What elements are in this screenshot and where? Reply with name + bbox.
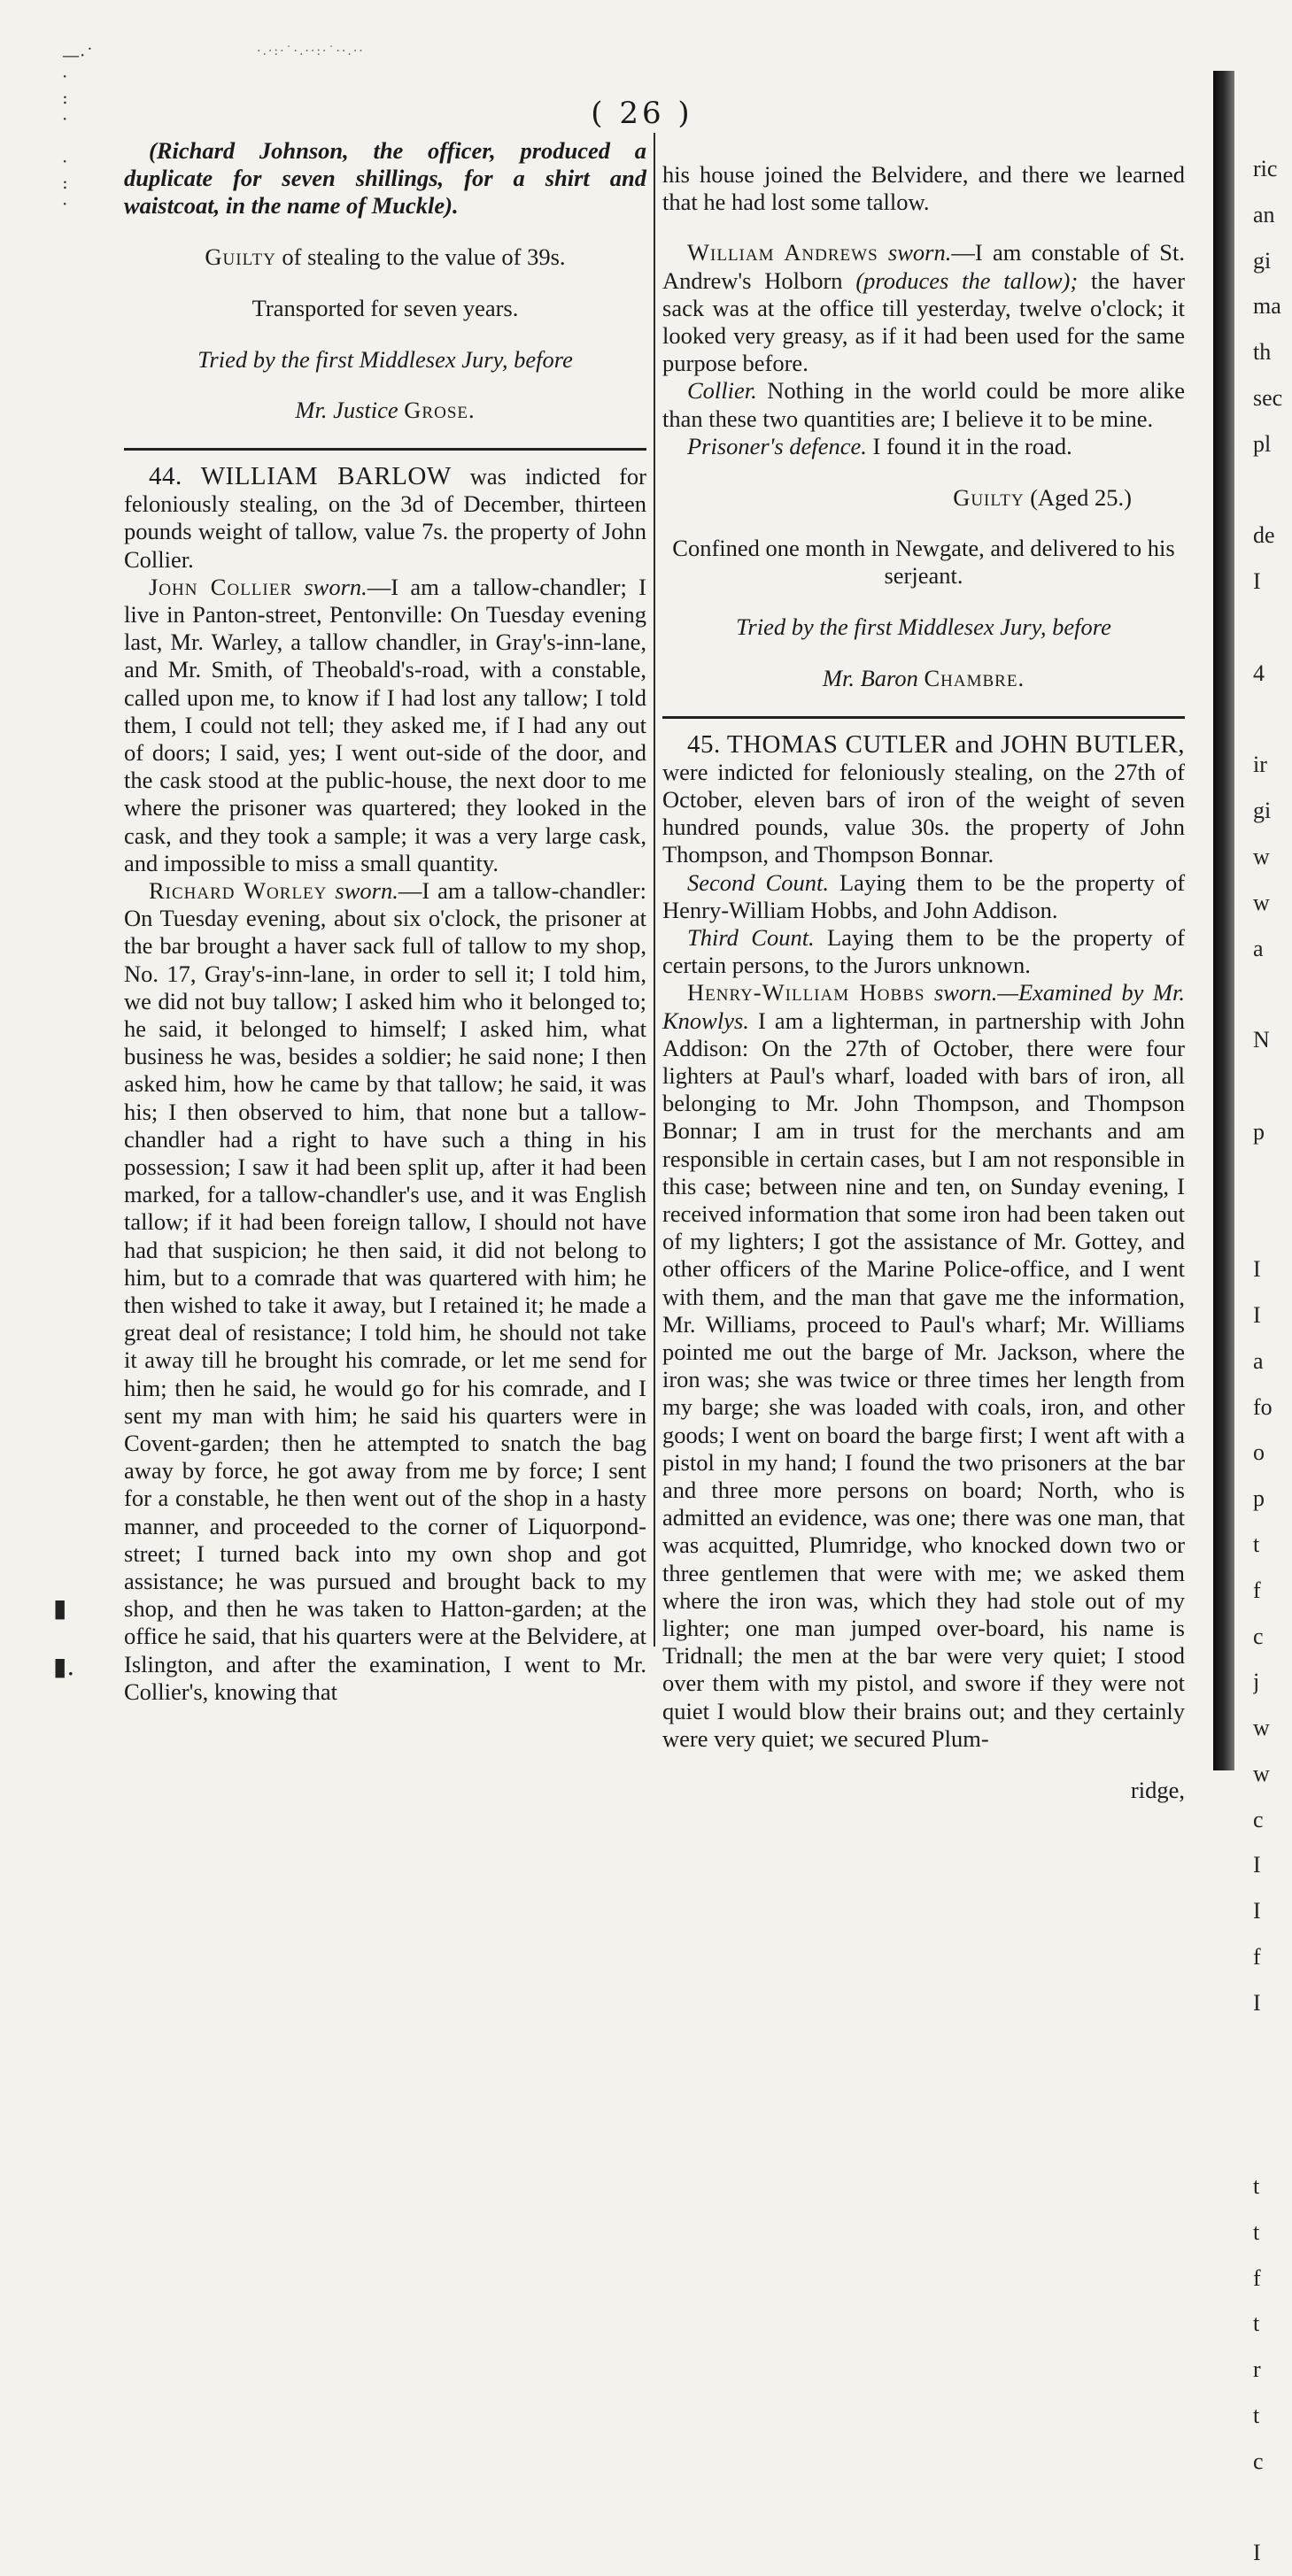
neighbor-fragment: r [1253,2356,1261,2383]
left-column [124,137,646,1706]
neighbor-fragment: o [1253,1439,1265,1466]
neighbor-fragment: 4 [1253,659,1265,686]
defendant-names: THOMAS CUTLER and JOHN BUTLER, [726,729,1185,759]
case-number: 45. [687,729,721,759]
neighbor-fragment: w [1253,1715,1270,1741]
neighbor-page-fragments [1253,146,1292,2576]
neighbor-fragment [1253,605,1292,651]
witness-name: John Collier [149,573,293,600]
case-44-heading [124,463,646,574]
defendant-name: WILLIAM BARLOW [200,461,452,490]
testimony-text: I am a lighterman, in partnership with John Addison: On the 27th of October, there were four lighters at Paul's wharf, loaded with bars of iron, all belonging to Mr. John Thompson, and Thompson Bonnar; I am in trust for the merchants and am responsible in certain cases, but I am not responsible in this case; between nine and ten, on Sunday evening, I received information that some iron had been taken out of my lighters; I got the assistance of Mr. Gottey, and other officers of the Marine Police-office, and I went with them, and the man that gave me the information, Mr. Williams, proceed to Paul's wharf; Mr. Williams pointed me out the barge of Mr. Jackson, where the iron was; she was twice or three times her length from my barge; she was loaded with coals, iron, and other goods; I went on board the barge first; I went aft with a pistol in my hand; I found the two prisoners at the bar and three more persons on board; North, who is admitted an evidence, was one; there was one man, that was acquitted, Plumridge, who knocked down two or three gentlemen that were with me; we asked them where the iron was, which they had stole out of my lighter; one man jumped over-board, his name is Tridnall; the men at the bar were very quiet; I stood over them with my pistol, and swore if they were not quiet I would blow their brains out; and they certainly were very quiet; we secured Plum- [662,1006,1186,1752]
neighbor-fragment: c [1253,1806,1264,1832]
verdict-text: of stealing to the value of 39s. [282,243,566,271]
neighbor-fragment: de [1253,522,1275,549]
catchword: ridge, [1130,1776,1185,1803]
neighbor-fragment [1253,1063,1292,1109]
paper-specks: ·.·:·˙·.··:·˙··.·· [257,44,365,58]
neighbor-fragment: pl [1253,430,1272,457]
judge-name: Chambre. [924,664,1025,691]
judge-line [662,665,1185,692]
case-number: 44. [149,461,182,490]
neighbor-fragment: f [1253,1577,1261,1603]
age-note: (Aged 25.) [1030,483,1132,511]
book-gutter-shadow [1213,71,1234,1770]
neighbor-fragment: t [1253,2173,1260,2200]
charge-text: were indicted for feloniously stealing, on the 27th of October, eleven bars of iron of the weight of seven hundred pounds, value 30s. the property of John Thompson, and Thompson Bonnar. [662,758,1185,868]
judge-title: Mr. Baron [822,664,918,691]
neighbor-fragment: I [1253,568,1261,595]
neighbor-fragment: gi [1253,798,1272,824]
neighbor-fragment: ma [1253,293,1281,320]
neighbor-fragment: w [1253,889,1270,915]
defence-text: I found it in the road. [872,432,1072,459]
witness-name: Henry-William Hobbs [687,979,925,1006]
testimony-text: —I am a tallow-chandler: On Tuesday evening, about six o'clock, the prisoner at the bar brought a haver sack full of tallow to my shop, No. 17, Gray's-inn-lane, in order to sell it; I told him, we did not buy tallow; I asked him who it belonged to; he said, it belonged to himself; I asked him, what business he was, besides a soldier; he said none; I then asked him, how he came by that tallow; he said, it was his; I then observed to him, that none but a tallow-chandler had a right to have such a thing in his possession; I saw it had been split up, after it had been marked, for a tallow-chandler's use, and it was English tallow; if it had been foreign tallow, I should not have had that suspicion; he then said, it did not belong to him, but to a comrade that was quartered with him; he then wished to take it away, but I retained it; he made a great deal of resistance; I told him, he should not take it away till he brought his comrade, or let me send for him; then he said, he would go for his comrade, and I sent my man with him; he said his quarters were in Covent-garden; then he attempted to snatch the bag away by force, he got away from me by force; I sent for a constable, he then went out of the shop in a hasty manner, and proceeded to the corner of Liquorpond-street; I turned back into my own shop and got assistance; he was pursued and brought back to my shop, and then he was taken to Hatton-garden; at the office he said, that his quarters were at the Belvidere, at Islington, and after the examination, I went to Mr. Collier's, knowing that [124,876,646,1705]
neighbor-fragment: gi [1253,247,1272,274]
sentence-line: Transported for seven years. [251,294,519,321]
prisoner-defence [662,433,1185,460]
neighbor-fragment: I [1253,1256,1261,1283]
neighbor-fragment: f [1253,2264,1261,2291]
neighbor-fragment: N [1253,1027,1270,1053]
count-text: Laying them to be the property of certain persons, to the Jurors unknown. [662,923,1185,979]
neighbor-fragment: t [1253,2218,1260,2245]
count-label: Second Count. [687,868,829,896]
neighbor-fragment: f [1253,1944,1261,1971]
second-count [662,869,1185,924]
testimony-text-cont: the haver sack was at the office till yesterday, twelve o'clock; it looked very greasy, as if it had been used for the same purpose before. [662,266,1186,377]
neighbor-fragment: p [1253,1485,1265,1512]
produces-note: (produces the tallow); [855,266,1079,294]
sworn-label: sworn. [335,876,398,904]
sworn-label: sworn. [933,979,998,1006]
neighbor-fragment [1253,1200,1292,1246]
neighbor-fragment: t [1253,2402,1260,2429]
neighbor-fragment [1253,2485,1292,2531]
witness-andrews-testimony [662,239,1185,377]
statement-text: Nothing in the world could be more alike than these two quantities are; I believe it to be mine. [662,377,1185,432]
speaker-label: Collier. [687,377,757,405]
judge-name: Grose. [404,397,476,424]
neighbor-fragment: a [1253,1347,1264,1374]
tried-by-line: Tried by the first Middlesex Jury, before [736,613,1111,641]
sworn-label: sworn. [304,573,367,600]
neighbor-fragment: an [1253,201,1275,228]
sentence-line: Confined one month in Newgate, and delivered to his serjeant. [672,535,1175,590]
neighbor-fragment: t [1253,2310,1260,2337]
neighbor-fragment [1253,2071,1292,2117]
neighbor-fragment: ric [1253,156,1278,181]
neighbor-fragment: c [1253,1623,1264,1649]
neighbor-fragment [1253,971,1292,1017]
testimony-text: —I am a tallow-chandler; I live in Panton-street, Pentonville: On Tuesday evening last, Mr. Warley, a tallow chandler, in Gray's-inn-lane, and Mr. Smith, of Theobald's-road, with a constable, called upon me, to know if I had lost any tallow; I told them, I could not tell; they asked me, if I had any out of doors; I said, yes; I went out-side of the door, and the cask stood at the public-house, the next door to me where the prisoner was quartered; they looked in the cask, and they took a sample; it was a very large cask, and impossible to miss a small quantity. [124,573,646,876]
neighbor-fragment: w [1253,1760,1270,1786]
verdict-line [662,484,1185,512]
case-45-heading [662,731,1185,869]
page-number: ( 26 ) [591,96,693,131]
officer-note: (Richard Johnson, the officer, produced a duplicate for seven shillings, for a shirt and waistcoat, in the name of Muckle). [124,137,646,220]
count-label: Third Count. [687,923,815,951]
judge-title: Mr. Justice [295,397,398,424]
witness-name: William Andrews [687,239,878,266]
neighbor-fragment [1253,2026,1292,2072]
margin-marks: —·˙ · : · · : · [62,44,95,214]
neighbor-fragment: I [1253,1898,1261,1924]
neighbor-fragment: sec [1253,384,1283,411]
neighbor-fragment: j [1253,1669,1260,1695]
neighbor-fragment: th [1253,339,1272,366]
right-column [662,137,1185,1827]
margin-ink-marks: ▮ ▮. [53,1593,75,1681]
neighbor-fragment [1253,697,1292,743]
neighbor-fragment: ir [1253,752,1267,778]
neighbor-fragment [1253,2117,1292,2163]
judge-line [124,397,646,424]
neighbor-fragment: a [1253,935,1264,961]
neighbor-fragment [1253,467,1292,513]
neighbor-fragment: I [1253,1989,1261,2016]
charge-text: was indicted for feloniously stealing, on the 3d of December, thirteen pounds weight of tallow, value 7s. the property of John Collier. [124,462,647,573]
case-separator [662,716,1185,719]
defence-label: Prisoner's defence. [687,432,867,459]
sworn-label: sworn. [887,239,952,266]
witness-hobbs-testimony [662,979,1185,1753]
neighbor-fragment [1253,1155,1292,1201]
continuation-text: his house joined the Belvidere, and there we learned that he had lost some tallow. [662,160,1185,215]
collier-statement [662,377,1185,432]
testimony-text: —I am constable of St. Andrew's Holborn [662,239,1185,294]
neighbor-fragment: w [1253,843,1270,869]
neighbor-fragment: c [1253,2448,1264,2474]
case-separator [124,448,646,451]
neighbor-fragment: I [1253,1301,1261,1328]
third-count [662,924,1185,979]
witness-collier-testimony [124,574,646,877]
tried-by-line: Tried by the first Middlesex Jury, before [197,345,573,373]
witness-worley-testimony [124,877,646,1706]
verdict-label: Guilty [953,483,1025,511]
neighbor-fragment: I [1253,1852,1261,1878]
neighbor-fragment: fo [1253,1393,1273,1420]
verdict-label: Guilty [205,243,276,271]
count-text: Laying them to be the property of Henry-William Hobbs, and John Addison. [662,868,1186,923]
verdict-line [124,243,646,271]
neighbor-fragment: p [1253,1118,1265,1145]
column-rule [654,133,655,1647]
examined-note: —Examined by Mr. Knowlys. [662,979,1186,1034]
neighbor-fragment: I [1253,2540,1261,2566]
neighbor-fragment: t [1253,1531,1260,1557]
witness-name: Richard Worley [149,876,328,904]
